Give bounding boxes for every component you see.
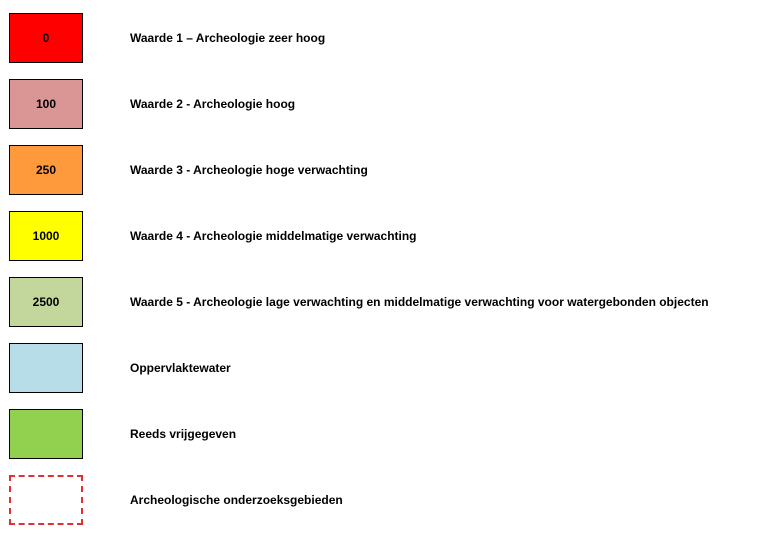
legend-label: Waarde 1 – Archeologie zeer hoog [130,31,326,45]
legend-item-oppervlaktewater [0,343,783,393]
legend-item-waarde-3 [0,145,783,195]
legend-swatch-value: 1000 [32,229,60,243]
legend-label: Waarde 3 - Archeologie hoge verwachting [130,163,368,177]
legend-swatch-reeds-vrijgegeven [9,409,83,459]
legend-item-onderzoeksgebieden [0,475,783,525]
legend-swatch-oppervlaktewater [9,343,83,393]
legend-item-waarde-2 [0,79,783,129]
legend-swatch-value: 250 [35,163,57,177]
legend-item-waarde-1 [0,13,783,63]
legend-swatch-value: 2500 [32,295,60,309]
legend-label: Archeologische onderzoeksgebieden [130,493,343,507]
legend-label: Waarde 5 - Archeologie lage verwachting en middelmatige verwachting voor watergebonden objecten [130,295,709,309]
legend-swatch-waarde-4 [9,211,83,261]
legend-item-waarde-4 [0,211,783,261]
legend-swatch-waarde-3 [9,145,83,195]
legend-label: Waarde 2 - Archeologie hoog [130,97,296,111]
legend-label: Waarde 4 - Archeologie middelmatige verwachting [130,229,417,243]
legend-swatch-waarde-1 [9,13,83,63]
legend-swatch-value: 100 [35,97,57,111]
legend-item-reeds-vrijgegeven [0,409,783,459]
legend-item-waarde-5 [0,277,783,327]
legend-label: Oppervlaktewater [130,361,231,375]
legend-label: Reeds vrijgegeven [130,427,237,441]
legend-swatch-onderzoeksgebieden [9,475,83,525]
legend-swatch-waarde-5 [9,277,83,327]
legend-swatch-waarde-2 [9,79,83,129]
legend-swatch-value: 0 [42,31,50,45]
